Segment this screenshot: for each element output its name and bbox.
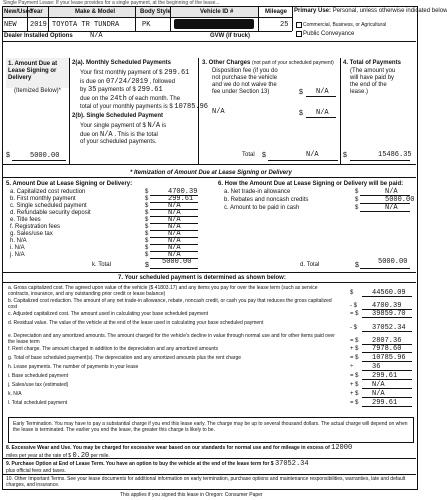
sec7-item-label: j. Sales/use tax (estimated)	[8, 382, 69, 388]
sec7-item-amount: 2807.36	[372, 337, 402, 345]
sec5-item-amount: N/A	[168, 216, 181, 224]
col-divider	[292, 7, 293, 31]
sec7-item-label: d. Residual value. The value of the vehicle at the end of the lease used in calculating your base scheduled payment	[8, 320, 264, 326]
public-conveyance-checkbox[interactable]	[296, 31, 302, 37]
sec7-title: 7. Your scheduled payment is determined as shown below:	[118, 275, 286, 281]
row-divider	[3, 164, 416, 165]
early-termination-text: Early Termination. You may have to pay a substantial charge if you end this lease early. The charge may be up to several thousand dollars. The actual charge will depend on when the lease is terminated. The earlier you end the lease, the greater this charge is likely to be.	[13, 421, 408, 433]
sec7-item-label: h. Lease payments. The number of payments in your lease	[8, 364, 139, 370]
sec6-item-label: a. Net trade-in allowance	[224, 189, 291, 195]
single-payment-value: N/A	[147, 122, 161, 130]
sec8-pre: 8. Excessive Wear and Use. You may be charged for excessive wear based on our standards for normal use and for mileage in excess of	[6, 445, 330, 451]
sec3-disp-amount: N/A	[316, 88, 329, 96]
sec7-item-amount: 299.61	[372, 399, 398, 407]
sec7-item-underline	[362, 296, 412, 297]
sec3-underline	[306, 117, 336, 118]
sec4-line: (The amount you	[350, 68, 396, 74]
single-due-value: N/A	[100, 131, 113, 139]
sec6-total-underline	[360, 268, 410, 269]
sec3-title-note: (not part of your scheduled payment)	[252, 60, 334, 66]
sec4-title: 4. Total of Payments	[343, 60, 401, 66]
sec2b-line8: of your scheduled payments.	[80, 139, 157, 145]
sec7-item-op: = $	[350, 311, 359, 317]
box-divider	[198, 58, 199, 164]
row-divider	[3, 458, 416, 459]
row-divider	[3, 272, 416, 273]
sec7-item-label: g. Total of base scheduled payment(s). The depreciation and any amortized amounts plus the rent charge	[8, 355, 242, 361]
sec5-item-amount: N/A	[168, 230, 181, 238]
sec7-item-op: ÷	[350, 364, 354, 370]
hdr-new-used: New/Used	[4, 9, 33, 15]
sec7-item-underline	[362, 406, 412, 407]
row-divider	[3, 41, 416, 42]
col-divider	[170, 7, 171, 31]
sec7-item-op: - $	[350, 303, 358, 309]
sec4-line: the end of the	[350, 82, 387, 88]
col-divider	[135, 7, 136, 31]
row-divider	[3, 17, 292, 18]
box-divider	[69, 58, 70, 164]
sec8-mid: miles per year at the rate of $	[6, 453, 72, 459]
sec4-line: lease.)	[350, 89, 369, 95]
sec6-title: 6. How the Amount Due at Lease Signing or Delivery will be paid:	[218, 181, 404, 187]
hdr-primary-use	[294, 8, 447, 15]
sec5-item-label: g. Sales/use tax	[10, 231, 53, 237]
val-body-style: PK	[142, 21, 151, 29]
row-divider	[3, 177, 416, 178]
sec1-sub: (Itemized Below)*	[14, 88, 62, 94]
primary-use-label: Primary Use:	[294, 8, 332, 14]
sec3-disp-line: fee under Section 13)	[212, 89, 270, 95]
sec7-item-amount: 36	[372, 363, 381, 371]
sec2a-line3	[80, 86, 163, 94]
sec2a-line3-pre: by	[80, 87, 87, 93]
sec8-post: per mile.	[90, 453, 110, 459]
sec7-item-amount: 10785.96	[372, 354, 406, 362]
sec2a-line1	[80, 69, 189, 77]
sec5-item-dollar: $	[145, 210, 149, 216]
sec2b-line6-pre: Your single payment of $	[80, 123, 146, 129]
hdr-vehicle-id: Vehicle ID #	[200, 9, 234, 15]
sec6-item-amount: N/A	[385, 188, 398, 196]
sec7-item-underline	[362, 370, 412, 371]
sec2b-line7	[80, 131, 158, 139]
hdr-year: Year	[30, 9, 43, 15]
sec7-item-amount: 7978.60	[372, 345, 402, 353]
payment-amount-value: 299.61	[137, 86, 163, 94]
sec7-item-label: f. Rent charge. The amount charged in addition to the depreciation and any amortized amounts	[8, 346, 219, 352]
col-divider	[258, 7, 259, 31]
sec5-item-label: e. Title fees	[10, 217, 41, 223]
col-divider	[27, 7, 28, 31]
sec2b-title: 2(b). Single Scheduled Payment	[72, 113, 164, 119]
sec7-item-label: c. Adjusted capitalized cost. The amount used in calculating your base scheduled payment	[8, 311, 209, 317]
sec5-item-amount: 4700.39	[168, 188, 198, 196]
first-payment-value: 299.61	[164, 69, 190, 77]
sec5-item-label: d. Refundable security deposit	[10, 210, 91, 216]
sec6-item-amount: N/A	[385, 204, 398, 212]
sec9-post: plus official fees and taxes.	[6, 468, 66, 474]
sec6-item-dollar: $	[355, 197, 359, 203]
sec7-item-underline	[362, 352, 412, 353]
sec7-item-underline	[362, 317, 412, 318]
sec5-item-dollar: $	[145, 252, 149, 258]
sec6-total-label: d. Total	[300, 262, 320, 268]
col-divider	[48, 7, 49, 31]
sec5-item-label: c. Single scheduled payment	[10, 203, 87, 209]
sec7-item-op: + $	[350, 391, 359, 397]
sec7-item-op: = $	[350, 400, 359, 406]
sec7-item-op: = $	[350, 338, 359, 344]
sec5-item-dollar: $	[145, 196, 149, 202]
row-divider	[3, 31, 292, 32]
sec5-item-label: f. Registration fees	[10, 224, 61, 230]
sec3-total-amount: N/A	[306, 151, 319, 159]
sec4-line: will have paid by	[350, 75, 395, 81]
hdr-mileage: Mileage	[265, 9, 288, 15]
sec3-disp-line: not purchase the vehicle	[212, 75, 278, 81]
sec2b-line6-post: is	[161, 123, 167, 129]
sec5-item-amount: N/A	[168, 202, 181, 210]
sec7-item-label: l. Total scheduled payment	[8, 400, 68, 406]
sec6-item-amount: 5000.00	[385, 196, 415, 204]
sec2a-title: 2(a). Monthly Scheduled Payments	[72, 60, 172, 66]
sec2a-line2	[80, 78, 175, 86]
dealer-options-label: Dealer Installed Options	[4, 33, 73, 39]
sec5-item-label: a. Capitalized cost reduction	[10, 189, 86, 195]
val-make-model: TOYOTA TR TUNDRA	[52, 21, 120, 29]
redacted-vin	[174, 19, 254, 29]
sec4-dollar: $	[343, 152, 347, 159]
sec4-underline	[350, 160, 410, 161]
sec2a-line5	[80, 103, 208, 111]
sec9-pre: 9. Purchase Option at End of Lease Term. You have an option to buy the vehicle at the end of the lease term for $	[6, 461, 274, 467]
sec3-disp-dollar: $	[299, 89, 303, 96]
val-new-used: NEW	[4, 21, 17, 29]
sec2a-line5-pre: total of your monthly payments is $	[80, 104, 173, 110]
sec8-rate: 0.20	[72, 452, 90, 460]
sec1-amount: 5000.00	[30, 152, 60, 160]
sec3-other-label: N/A	[212, 108, 225, 116]
sec6-total-dollar: $	[355, 262, 359, 269]
payments-count-value: 35	[88, 86, 97, 94]
sec5-item-dollar: $	[145, 224, 149, 230]
sec7-item-amount: 299.61	[372, 372, 398, 380]
sec2a-line4-pre: due on the	[80, 96, 109, 102]
row-divider	[3, 282, 416, 283]
hdr-make-model: Make & Model	[75, 9, 116, 15]
due-date-value: 07/24/2019	[106, 78, 149, 86]
sec5-item-dollar: $	[145, 231, 149, 237]
early-termination-box	[8, 417, 414, 443]
sec7-item-underline	[362, 388, 412, 389]
sec7-item-op: = $	[350, 373, 359, 379]
commercial-label: Commercial, Business, or Agricultural	[303, 22, 387, 28]
sec5-item-amount: N/A	[168, 244, 181, 252]
sec7-item-amount: 44560.09	[372, 289, 406, 297]
val-mileage: 25	[280, 21, 289, 29]
hdr-body-style: Body Style	[140, 9, 172, 15]
sec5-total-underline	[150, 268, 198, 269]
sec2b-line7-pre: due on	[80, 132, 99, 138]
due-day-value: 24th	[110, 95, 127, 103]
public-conveyance-label: Public Conveyance	[303, 31, 355, 37]
sec3-disp-line: and we do not waive the	[212, 82, 277, 88]
sec5-item-label: h. N/A	[10, 238, 27, 244]
sec5-item-amount: N/A	[168, 209, 181, 217]
sec7-item-op: + $	[350, 346, 359, 352]
sec5-item-label: i. N/A	[10, 245, 25, 251]
row-divider	[3, 474, 416, 475]
sec2a-line4	[80, 95, 180, 103]
sec2a-line2-post: , followed	[149, 79, 176, 85]
sec6-item-dollar: $	[355, 189, 359, 195]
sec5-item-dollar: $	[145, 238, 149, 244]
sec7-item-label: k. N/A	[8, 391, 22, 397]
sec6-item-label: c. Amount to be paid in cash	[224, 205, 300, 211]
sec2b-line6	[80, 122, 166, 130]
sec5-item-amount: N/A	[168, 237, 181, 245]
sec6-item-dollar: $	[355, 205, 359, 211]
sec7-item-op: = $	[350, 355, 359, 361]
sec3-other-amount: N/A	[316, 109, 329, 117]
sec5-item-dollar: $	[145, 245, 149, 251]
sec3-title	[202, 60, 334, 67]
sec9-text	[6, 460, 412, 475]
sec6-total-amount: 5000.00	[378, 258, 408, 266]
sec4-amount: 15486.35	[378, 151, 412, 159]
sec3-disp-line: Disposition fee (if you do	[212, 68, 278, 74]
sec7-item-amount: N/A	[372, 381, 385, 389]
sec5-item-label: b. First monthly payment	[10, 196, 76, 202]
sec6-item-underline	[360, 211, 410, 212]
sec7-item-amount: 4700.39	[372, 302, 402, 310]
sec2a-line1-pre: Your first monthly payment of $	[80, 70, 163, 76]
sec7-item-underline	[362, 331, 412, 332]
sec2a-line4-post: of each month. The	[128, 96, 181, 102]
sec5-item-label: j. N/A	[10, 252, 25, 258]
sec8-miles: 12000	[331, 444, 353, 452]
total-monthly-value: 10785.96	[174, 103, 208, 111]
sec5-item-dollar: $	[145, 203, 149, 209]
sec5-item-dollar: $	[145, 217, 149, 223]
sec7-item-underline	[362, 379, 412, 380]
sec1-underline	[12, 160, 66, 161]
top-cut-text: Single Payment Lease: If your lease provides for a single payment, at the beginning of the lease...	[3, 0, 220, 6]
sec3-underline	[306, 96, 336, 97]
sec5-total-amount: 5000.00	[162, 258, 192, 266]
sec10-text: 10. Other Important Terms. See your lease documents for additional information on early termination, purchase options and maintenance responsibilities, warranties, late and default charges, and insurance.	[6, 476, 406, 488]
sec7-item-underline	[362, 361, 412, 362]
sec3-total-underline	[268, 160, 338, 161]
footer-note: This applies if you signed this lease in Oregon: Consumer Paper	[120, 492, 263, 498]
primary-use-text: Personal, unless otherwise indicated below	[332, 8, 447, 14]
sec2a-line2-pre: is due on	[80, 79, 105, 85]
sec1-dollar: $	[6, 152, 10, 159]
sec7-item-label: a. Gross capitalized cost. The agreed upon value of the vehicle ($ 41803.17) and any items you pay for over the lease term (such as service contracts, insurance, and any outstanding prior credit or lease balance)	[8, 285, 318, 297]
sec7-item-amount: N/A	[372, 390, 385, 398]
sec1-title: 1. Amount Due at Lease Signing or Delivery	[8, 61, 58, 81]
sec5-item-dollar: $	[145, 189, 149, 195]
sec5-item-amount: 299.61	[168, 195, 194, 203]
sec2a-line3-post: payments of $	[98, 87, 136, 93]
sec3-title-text: 3. Other Charges	[202, 60, 251, 66]
dealer-options-value: N/A	[90, 32, 103, 40]
sec2b-line7-post: . This is the total	[114, 132, 158, 138]
sec3-total-label: Total	[242, 152, 255, 158]
val-year: 2019	[30, 21, 47, 29]
sec7-item-amount: 37052.34	[372, 324, 406, 332]
sec7-item-label: e. Depreciation and any amortized amounts. The amount charged for the vehicle's decline in value through normal use and for other items paid over the lease term	[8, 333, 335, 345]
sec5-item-amount: N/A	[168, 251, 181, 259]
sec7-item-label: b. Capitalized cost reduction. The amount of any net trade-in allowance, rebate, noncash credit, or cash you pay that reduces the gross capitalized cost	[8, 298, 332, 310]
sec7-item-label: i. Base scheduled payment	[8, 373, 69, 379]
sec5-item-amount: N/A	[168, 223, 181, 231]
sec5-total-label: k. Total	[92, 262, 111, 268]
sec7-item-amount: 39859.70	[372, 310, 406, 318]
sec3-other-dollar: $	[299, 110, 303, 117]
gvw-label: GVW (if truck)	[210, 33, 250, 39]
box-divider	[340, 58, 341, 164]
sec5-title: 5. Amount Due at Lease Signing or Delivery:	[6, 181, 133, 187]
sec7-item-op: + $	[350, 382, 359, 388]
sec9-amount: 37052.34	[274, 460, 309, 468]
sec7-item-op: - $	[350, 325, 358, 331]
sec7-item-underline	[362, 397, 412, 398]
sec3-total-dollar: $	[262, 152, 266, 159]
sec7-item-op: $	[350, 290, 354, 296]
itemization-title: * Itemization of Amount Due at Lease Signing or Delivery	[130, 170, 292, 176]
commercial-checkbox[interactable]	[296, 22, 302, 28]
sec6-item-label: b. Rebates and noncash credits	[224, 197, 309, 203]
sec5-total-dollar: $	[145, 262, 149, 269]
